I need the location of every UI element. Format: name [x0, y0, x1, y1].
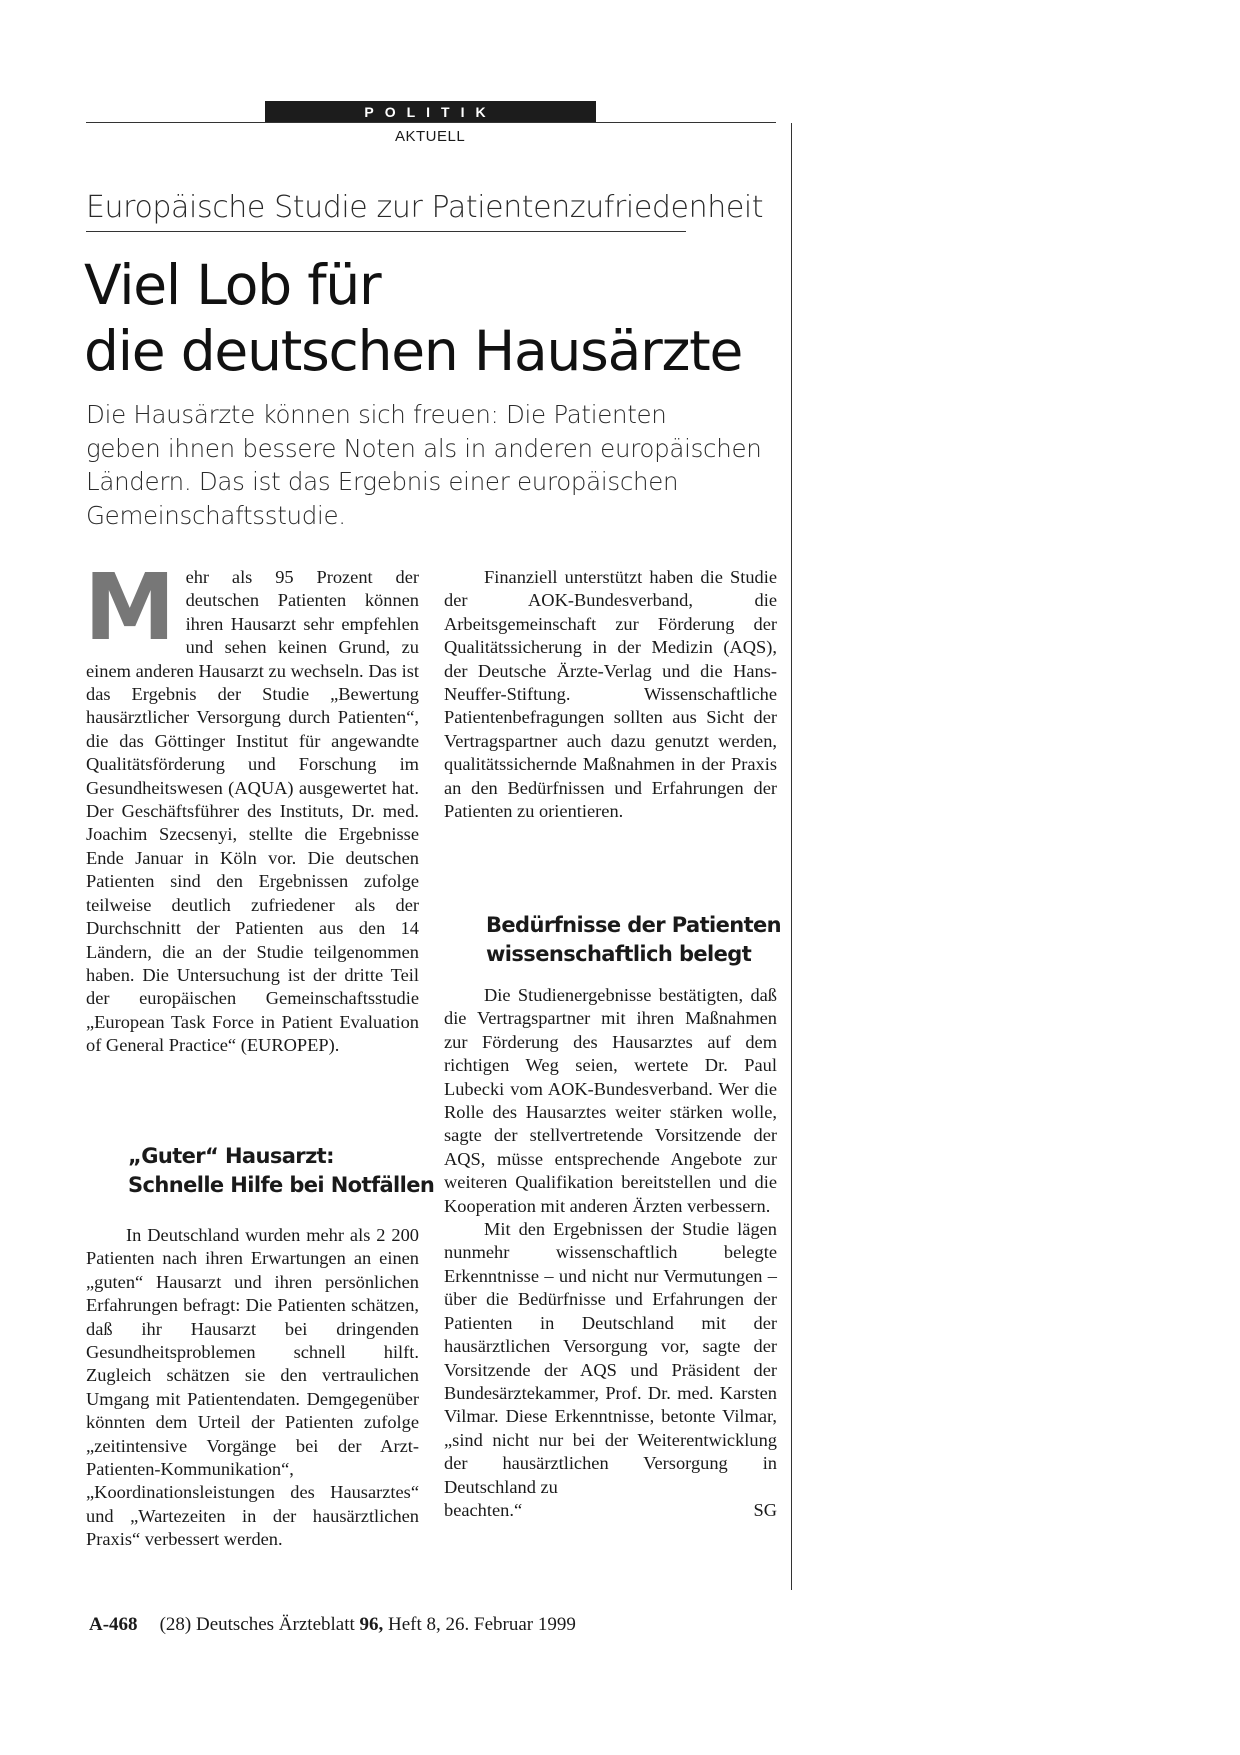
citation-prefix: (28) Deutsches Ärzteblatt	[159, 1614, 355, 1635]
body-paragraph: In Deutschland wurden mehr als 2 200 Patienten nach ihren Erwartungen an einen „guten“ Hausarzt und ihren persönlichen Erfahrungen befragt: Die Patienten schätzen, daß ihr Hausarzt bei dringenden Gesundheitsproblemen schnell hilft. Zugleich schätzen sie den vertraulichen Umgang mit Patientendaten. Demgegenüber könnten dem Urteil der Patienten zufolge „zeitintensive Vorgänge bei der Arzt-Patienten-Kommunikation“, „Koordinationsleistungen des Hausarztes“ und „Wartezeiten in der hausärztlichen Praxis“ verbessert werden.	[86, 1225, 419, 1550]
lead-line: Ländern. Das ist das Ergebnis einer europäischen	[86, 467, 679, 496]
page-footer	[89, 1614, 576, 1636]
headline-line: die deutschen Hausärzte	[84, 319, 743, 383]
citation-suffix: Heft 8, 26. Februar 1999	[388, 1614, 576, 1635]
subsection-label-aktuell: AKTUELL	[395, 128, 466, 145]
article-kicker: Europäische Studie zur Patientenzufriedenheit	[86, 190, 764, 225]
subheading-guter-hausarzt	[128, 1142, 434, 1200]
headline-line: Viel Lob für	[84, 253, 381, 317]
subheading-line: Schnelle Hilfe bei Notfällen	[128, 1173, 435, 1197]
kicker-rule	[86, 231, 686, 232]
body-paragraph: Die Studienergebnisse bestätigten, daß die Vertragspartner mit ihren Maßnahmen zur Förderung des Hausarztes auf dem richtigen Weg seien, wertete Dr. Paul Lubecki vom AOK-Bundesverband. Wer die Rolle des Hausarztes weiter stärken wolle, sagte der stellvertretende Vorsitzende der AQS, müsse entsprechende Angebote zur weiteren Qualifikation bereitstellen und die Kooperation mit anderen Ärzten verbessern.	[444, 985, 777, 1216]
section-label-politik: POLITIK	[265, 101, 596, 123]
closing-text: beachten.“	[444, 1499, 523, 1520]
header-rule	[86, 122, 776, 123]
column-rule-right	[791, 123, 792, 1590]
lead-line: Gemeinschaftsstudie.	[86, 500, 346, 530]
closing-line	[444, 1499, 777, 1522]
subheading-line: Bedürfnisse der Patienten	[486, 913, 782, 937]
citation-volume: 96,	[359, 1614, 384, 1635]
body-paragraph: Finanziell unterstützt haben die Studie der AOK-Bundesverband, die Arbeitsgemeinschaft zur Förderung der Qualitätssicherung in der Medizin (AQS), der Deutsche Ärzte-Verlag und die Hans-Neuffer-Stiftung. Wissenschaftliche Patientenbefragungen sollten aus Sicht der Vertragspartner auch dazu genutzt werden, qualitätssichernde Maßnahmen in der Praxis an den Bedürfnissen und Erfahrungen der Patienten zu orientieren.	[444, 567, 777, 822]
subheading-beduerfnisse	[486, 911, 781, 969]
body-column-left-bottom	[86, 1224, 419, 1552]
lead-line: geben ihnen bessere Noten als in anderen europäischen	[86, 433, 762, 463]
article-lead	[86, 398, 776, 532]
drop-cap: M	[84, 554, 176, 661]
lead-line: Die Hausärzte können sich freuen: Die Patienten	[86, 400, 667, 429]
body-column-left-top	[84, 554, 419, 1058]
subheading-line: „Guter“ Hausarzt:	[128, 1144, 334, 1168]
article-headline	[84, 252, 784, 384]
subheading-line: wissenschaftlich belegt	[486, 942, 752, 966]
page-number: A-468	[89, 1614, 138, 1635]
body-paragraph: Mit den Ergebnissen der Studie lägen nunmehr wissenschaftlich belegte Erkenntnisse – und nicht nur Vermutungen – über die Bedürfnisse und Erfahrungen der Patienten in Deutschland mit der hausärztlichen Versorgung vor, sagte der Vorsitzende der AQS und Präsident der Bundesärztekammer, Prof. Dr. med. Karsten Vilmar. Diese Erkenntnisse, betonte Vilmar, „sind nicht nur bei der Weiterentwicklung der hausärztlichen Versorgung in Deutschland zu	[444, 1219, 777, 1497]
body-column-right-bottom	[444, 984, 777, 1522]
author-initials: SG	[753, 1499, 777, 1520]
body-paragraph: ehr als 95 Prozent der deutschen Patienten können ihren Hausarzt sehr empfehlen und sehen keinen Grund, zu einem anderen Hausarzt zu wechseln. Das ist das Ergebnis der Studie „Bewertung hausärztlicher Versorgung durch Patienten“, die das Göttinger Institut für angewandte Qualitätsförderung und Forschung im Gesundheitswesen (AQUA) ausgewertet hat. Der Geschäftsführer des Instituts, Dr. med. Joachim Szecsenyi, stellte die Ergebnisse Ende Januar in Köln vor. Die deutschen Patienten sind den Ergebnissen zufolge teilweise deutlich zufriedener als der Durchschnitt der Patienten aus den 14 Ländern, die an der Studie teilgenommen haben. Die Untersuchung ist der dritte Teil der europäischen Gemeinschaftsstudie „European Task Force in Patient Evaluation of General Practice“ (EUROPEP).	[86, 567, 419, 1056]
body-column-right-top	[444, 566, 777, 823]
